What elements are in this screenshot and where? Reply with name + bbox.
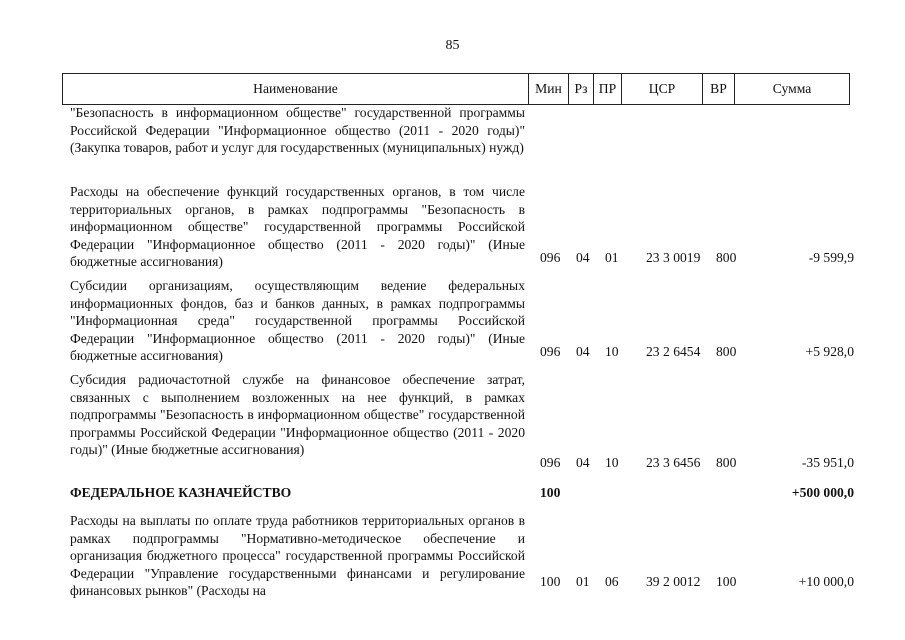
page-number: 85 <box>445 38 460 53</box>
column-header-sum: Сумма <box>735 74 850 104</box>
row-csr: 23 3 0019 <box>646 250 701 265</box>
row-sum: +500 000,0 <box>791 485 854 500</box>
row-pr: 10 <box>605 455 619 470</box>
row-vr: 800 <box>716 455 737 470</box>
column-header-min: Мин <box>529 74 569 104</box>
row-csr: 23 2 6454 <box>646 344 701 359</box>
row-name: Субсидии организациям, осуществляющим ведение федеральных информационных фондов, баз и банков данных, в рамках подпрограммы "Информационная среда" государственной программы Российской Федерации "Информационное общество (2011 - 2020 годы)" (Иные бюджетные ассигнования) <box>70 278 525 364</box>
row-min: 096 <box>540 344 561 359</box>
row-min: 100 <box>540 574 561 589</box>
row-sum: +10 000,0 <box>798 574 854 589</box>
column-header-pr: ПР <box>594 74 622 104</box>
row-pr: 01 <box>605 250 619 265</box>
row-vr: 800 <box>716 344 737 359</box>
row-name: Расходы на выплаты по оплате труда работников территориальных органов в рамках подпрограммы "Нормативно-методическое обеспечение и организация бюджетного процесса" государственной программы Российской Федерации "Управление государственными финансами и регулирование финансовых рынков" (Расходы на <box>70 513 525 599</box>
row-pr: 10 <box>605 344 619 359</box>
column-header-rz: Рз <box>569 74 594 104</box>
section-title: ФЕДЕРАЛЬНОЕ КАЗНАЧЕЙСТВО <box>70 485 292 500</box>
column-header-csr: ЦСР <box>622 74 703 104</box>
row-vr: 800 <box>716 250 737 265</box>
row-name: "Безопасность в информационном обществе" государственной программы Российской Федерации "Информационное общество (2011 - 2020 годы)" (Закупка товаров, работ и услуг для государственных (муниципальных) нужд) <box>70 105 525 156</box>
row-rz: 04 <box>576 344 590 359</box>
row-name: Расходы на обеспечение функций государственных органов, в том числе территориальных органов, в рамках подпрограммы "Безопасность в информационном обществе" государственной программы Российской Федерации "Информационное общество (2011 - 2020 годы)" (Иные бюджетные ассигнования) <box>70 184 525 270</box>
row-csr: 39 2 0012 <box>646 574 701 589</box>
row-vr: 100 <box>716 574 737 589</box>
row-name: Субсидия радиочастотной службе на финансовое обеспечение затрат, связанных с выполнением возложенных на нее функций, в рамках подпрограммы "Безопасность в информационном обществе" государственной программы Российской Федерации "Информационное общество (2011 - 2020 годы)" (Иные бюджетные ассигнования) <box>70 372 525 458</box>
row-min: 096 <box>540 455 561 470</box>
row-sum: -9 599,9 <box>808 250 854 265</box>
table-header <box>62 73 850 105</box>
row-min: 100 <box>540 485 561 500</box>
column-header-name: Наименование <box>63 74 529 104</box>
row-pr: 06 <box>605 574 619 589</box>
column-header-vr: ВР <box>703 74 735 104</box>
row-sum: +5 928,0 <box>805 344 854 359</box>
row-min: 096 <box>540 250 561 265</box>
row-rz: 04 <box>576 455 590 470</box>
row-rz: 04 <box>576 250 590 265</box>
row-csr: 23 3 6456 <box>646 455 701 470</box>
row-rz: 01 <box>576 574 590 589</box>
row-sum: -35 951,0 <box>801 455 854 470</box>
